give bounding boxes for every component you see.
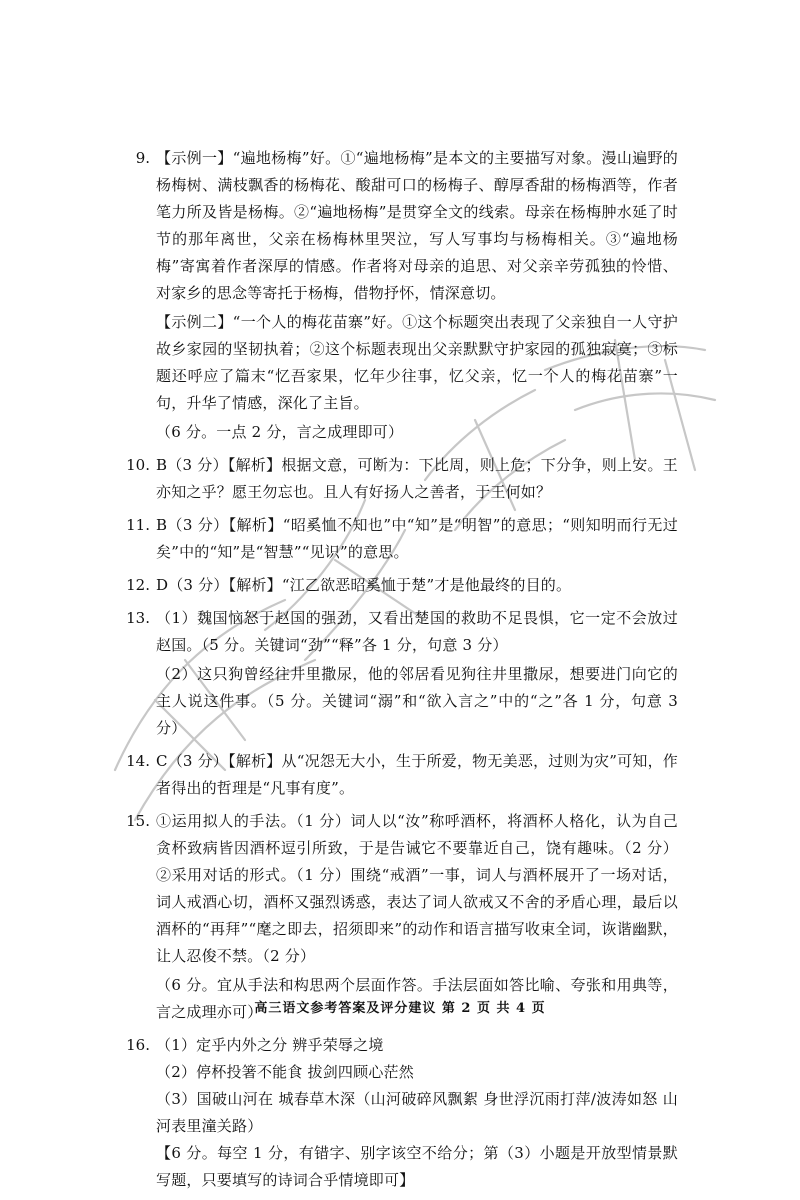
answer-item-13 <box>118 605 678 742</box>
answer-item-12 <box>118 572 678 599</box>
answer-text: 【示例二】“一个人的梅花苗寨”好。①这个标题突出表现了父亲独自一人守护故乡家园的坚韧执着；②这个标题表现出父亲默默守护家园的孤独寂寞；③标题还呼应了篇末“忆吾家果，忆年少往事，忆父亲，忆一个人的梅花苗寨”一句，升华了情感，深化了主旨。 <box>156 313 678 412</box>
answer-text: （3）国破山河在 城春草木深（山河破碎风飘絮 身世浮沉雨打萍/波涛如怒 山河表里潼关路） <box>156 1090 678 1135</box>
item-number: 12. <box>126 576 150 594</box>
answer-text: C（3 分）【解析】从“况怨无大小，生于所爱，物无美恶，过则为灾”可知，作者得出的哲理是“凡事有度”。 <box>156 752 678 797</box>
answer-text: （1）定乎内外之分 辨乎荣辱之境 <box>156 1036 384 1054</box>
answer-text: B（3 分）【解析】“昭奚恤不知也”中“知”是“明智”的意思；“则知明而行无过矣”中的“知”是“智慧”“见识”的意思。 <box>156 516 678 561</box>
item-number: 14. <box>126 752 150 770</box>
answer-item-10 <box>118 452 678 506</box>
answer-item-11 <box>118 512 678 566</box>
answer-text: ①运用拟人的手法。（1 分）词人以“汝”称呼酒杯，将酒杯人格化，认为自己贪杯致病皆因酒杯逗引所致，于是告诫它不要靠近自己，饶有趣味。（2 分）②采用对话的形式。（1 分）围绕“戒酒”一事，词人与酒杯展开了一场对话，词人戒酒心切，酒杯又强烈诱惑，表达了词人欲戒又不舍的矛盾心理，最后以酒杯的“再拜”“麾之即去，招须即来”的动作和语言描写收束全词，诙谐幽默，让人忍俊不禁。（2 分） <box>156 812 678 965</box>
answer-item-15 <box>118 808 678 1026</box>
answer-text: （2）这只狗曾经往井里撒尿，他的邻居看见狗往井里撒尿，想要进门向它的主人说这件事。（5 分。关键词“溺”和“欲入言之”中的“之”各 1 分，句意 3 分） <box>156 665 678 737</box>
answer-item-9 <box>118 145 678 446</box>
answer-content <box>118 145 678 1200</box>
scoring-note: （6 分。宜从手法和构思两个层面作答。手法层面如答比喻、夸张和用典等，言之成理亦可） <box>156 976 678 1021</box>
scoring-note: 【6 分。每空 1 分，有错字、别字该空不给分；第（3）小题是开放型情景默写题，只要填写的诗词合乎情境即可】 <box>156 1144 678 1189</box>
answer-text: B（3 分）【解析】根据文意，可断为：下比周，则上危；下分争，则上安。王亦知之乎？愿王勿忘也。且人有好扬人之善者，于王何如？ <box>156 456 678 501</box>
item-number: 13. <box>126 609 150 627</box>
answer-item-14 <box>118 748 678 802</box>
answer-text: （1）魏国恼怒于赵国的强劲，又看出楚国的救助不足畏惧，它一定不会放过赵国。（5 分。关键词“劲”“释”各 1 分，句意 3 分） <box>156 609 678 654</box>
item-number: 16. <box>126 1036 150 1054</box>
item-number: 10. <box>126 456 150 474</box>
answer-text: （2）停杯投箸不能食 拔剑四顾心茫然 <box>156 1063 414 1081</box>
answer-item-16 <box>118 1032 678 1194</box>
scoring-note: （6 分。一点 2 分，言之成理即可） <box>156 423 404 441</box>
page-footer: 高三语文参考答案及评分建议 第 2 页 共 4 页 <box>254 1001 546 1016</box>
item-number: 9. <box>135 149 150 167</box>
item-number: 11. <box>126 516 150 534</box>
answer-text: D（3 分）【解析】“江乙欲恶昭奚恤于楚”才是他最终的目的。 <box>156 576 572 594</box>
answer-text: 【示例一】“遍地杨梅”好。①“遍地杨梅”是本文的主要描写对象。漫山遍野的杨梅树、满枝飘香的杨梅花、酸甜可口的杨梅子、醇厚香甜的杨梅酒等，作者笔力所及皆是杨梅。②“遍地杨梅”是贯穿全文的线索。母亲在杨梅肿水延了时节的那年离世，父亲在杨梅林里哭泣，写人写事均与杨梅相关。③“遍地杨梅”寄寓着作者深厚的情感。作者将对母亲的追思、对父亲辛劳孤独的怜惜、对家乡的思念等寄托于杨梅，借物抒怀，情深意切。 <box>156 149 678 302</box>
item-number: 15. <box>126 812 150 830</box>
